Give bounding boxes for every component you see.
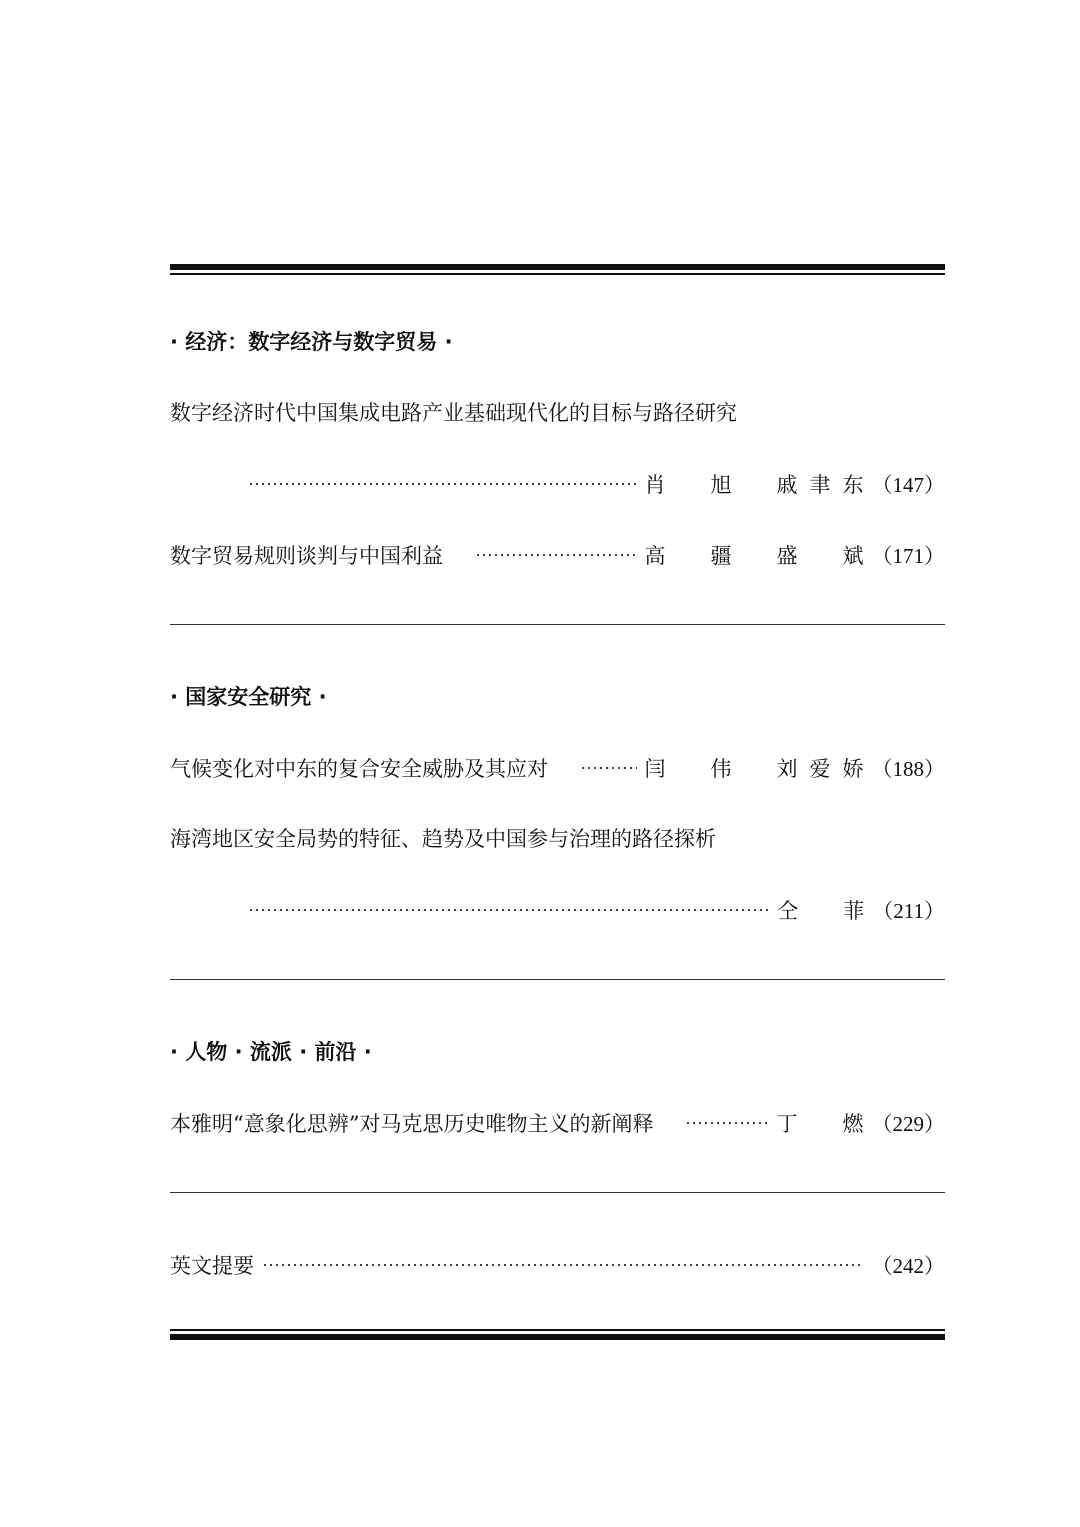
toc-entry-title[interactable]: 海湾地区安全局势的特征、趋势及中国参与治理的路径探析 xyxy=(170,827,716,851)
toc-entry-author: 肖 旭 戚聿东 xyxy=(644,473,876,497)
toc-entry-page: （242） xyxy=(871,1254,945,1278)
dot-leader xyxy=(248,909,769,911)
dot-leader xyxy=(580,767,637,769)
toc-entry-page: （171） xyxy=(871,544,945,568)
top-border-thin xyxy=(170,273,945,275)
toc-entry-author: 闫 伟 刘爱娇 xyxy=(644,757,876,781)
toc-entry-title: 数字贸易规则谈判与中国利益 xyxy=(170,544,443,568)
toc-entry-continuation[interactable] xyxy=(240,466,945,502)
dot-leader xyxy=(685,1122,768,1124)
toc-entry-appendix[interactable] xyxy=(170,1247,945,1283)
toc-entry-title: 英文提要 xyxy=(170,1254,254,1278)
section-divider xyxy=(170,624,945,625)
toc-entry[interactable] xyxy=(170,537,945,573)
top-border-thick xyxy=(170,264,945,270)
section-divider xyxy=(170,979,945,980)
section-divider xyxy=(170,1192,945,1193)
toc-entry-author: 仝 菲 xyxy=(777,899,877,923)
bottom-border-thick xyxy=(170,1334,945,1340)
toc-entry[interactable] xyxy=(170,750,945,786)
dot-leader xyxy=(475,554,637,556)
toc-entry-title: 本雅明“意象化思辨”对马克思历史唯物主义的新阐释 xyxy=(170,1112,654,1136)
toc-entry-page: （211） xyxy=(872,899,945,923)
toc-entry-page: （229） xyxy=(871,1112,945,1136)
toc-entry-title[interactable]: 数字经济时代中国集成电路产业基础现代化的目标与路径研究 xyxy=(170,401,737,425)
toc-entry-title: 气候变化对中东的复合安全威胁及其应对 xyxy=(170,757,548,781)
section-heading-security: · 国家安全研究 · xyxy=(170,685,327,709)
toc-entry-author: 高 疆 盛 斌 xyxy=(644,544,876,568)
toc-entry-continuation[interactable] xyxy=(240,892,945,928)
dot-leader xyxy=(262,1264,864,1266)
section-heading-economy: · 经济：数字经济与数字贸易 · xyxy=(170,330,453,354)
toc-entry[interactable] xyxy=(170,1105,945,1141)
bottom-border-thin xyxy=(170,1329,945,1331)
toc-entry-page: （188） xyxy=(871,757,945,781)
section-heading-figures: · 人物 · 流派 · 前沿 · xyxy=(170,1040,372,1064)
toc-entry-page: （147） xyxy=(871,473,945,497)
dot-leader xyxy=(248,483,637,485)
toc-entry-author: 丁 燃 xyxy=(776,1112,876,1136)
